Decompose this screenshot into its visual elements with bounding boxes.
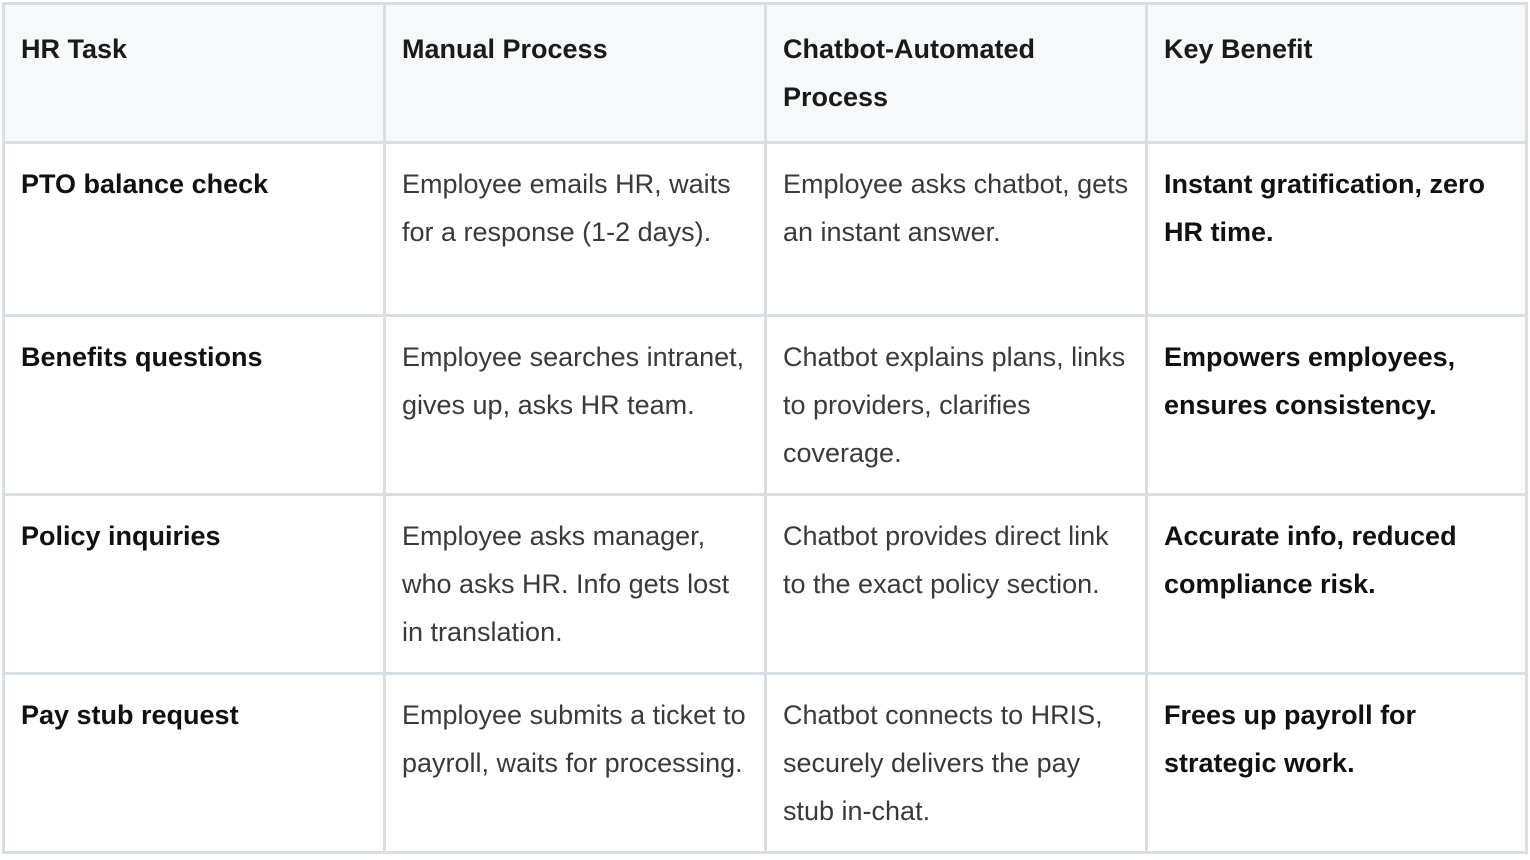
table-row [4,143,1527,316]
cell-manual: Employee asks manager, who asks HR. Info gets lost in translation. [385,495,766,674]
cell-benefit: Accurate info, reduced compliance risk. [1147,495,1527,674]
cell-task: Pay stub request [4,674,385,853]
cell-manual: Employee submits a ticket to payroll, waits for processing. [385,674,766,853]
cell-manual: Employee searches intranet, gives up, asks HR team. [385,316,766,495]
header-hr-task: HR Task [4,4,385,143]
header-key-benefit: Key Benefit [1147,4,1527,143]
cell-chatbot: Chatbot provides direct link to the exact policy section. [766,495,1147,674]
cell-task: Policy inquiries [4,495,385,674]
table-row [4,316,1527,495]
cell-benefit: Frees up payroll for strategic work. [1147,674,1527,853]
header-chatbot-process: Chatbot-Automated Process [766,4,1147,143]
table-header-row [4,4,1527,143]
header-manual-process: Manual Process [385,4,766,143]
cell-chatbot: Employee asks chatbot, gets an instant answer. [766,143,1147,316]
cell-task: PTO balance check [4,143,385,316]
cell-benefit: Instant gratification, zero HR time. [1147,143,1527,316]
cell-manual: Employee emails HR, waits for a response (1-2 days). [385,143,766,316]
hr-comparison-table [2,2,1528,854]
table-row [4,674,1527,853]
cell-chatbot: Chatbot explains plans, links to providers, clarifies coverage. [766,316,1147,495]
cell-task: Benefits questions [4,316,385,495]
cell-chatbot: Chatbot connects to HRIS, securely delivers the pay stub in-chat. [766,674,1147,853]
cell-benefit: Empowers employees, ensures consistency. [1147,316,1527,495]
table-row [4,495,1527,674]
